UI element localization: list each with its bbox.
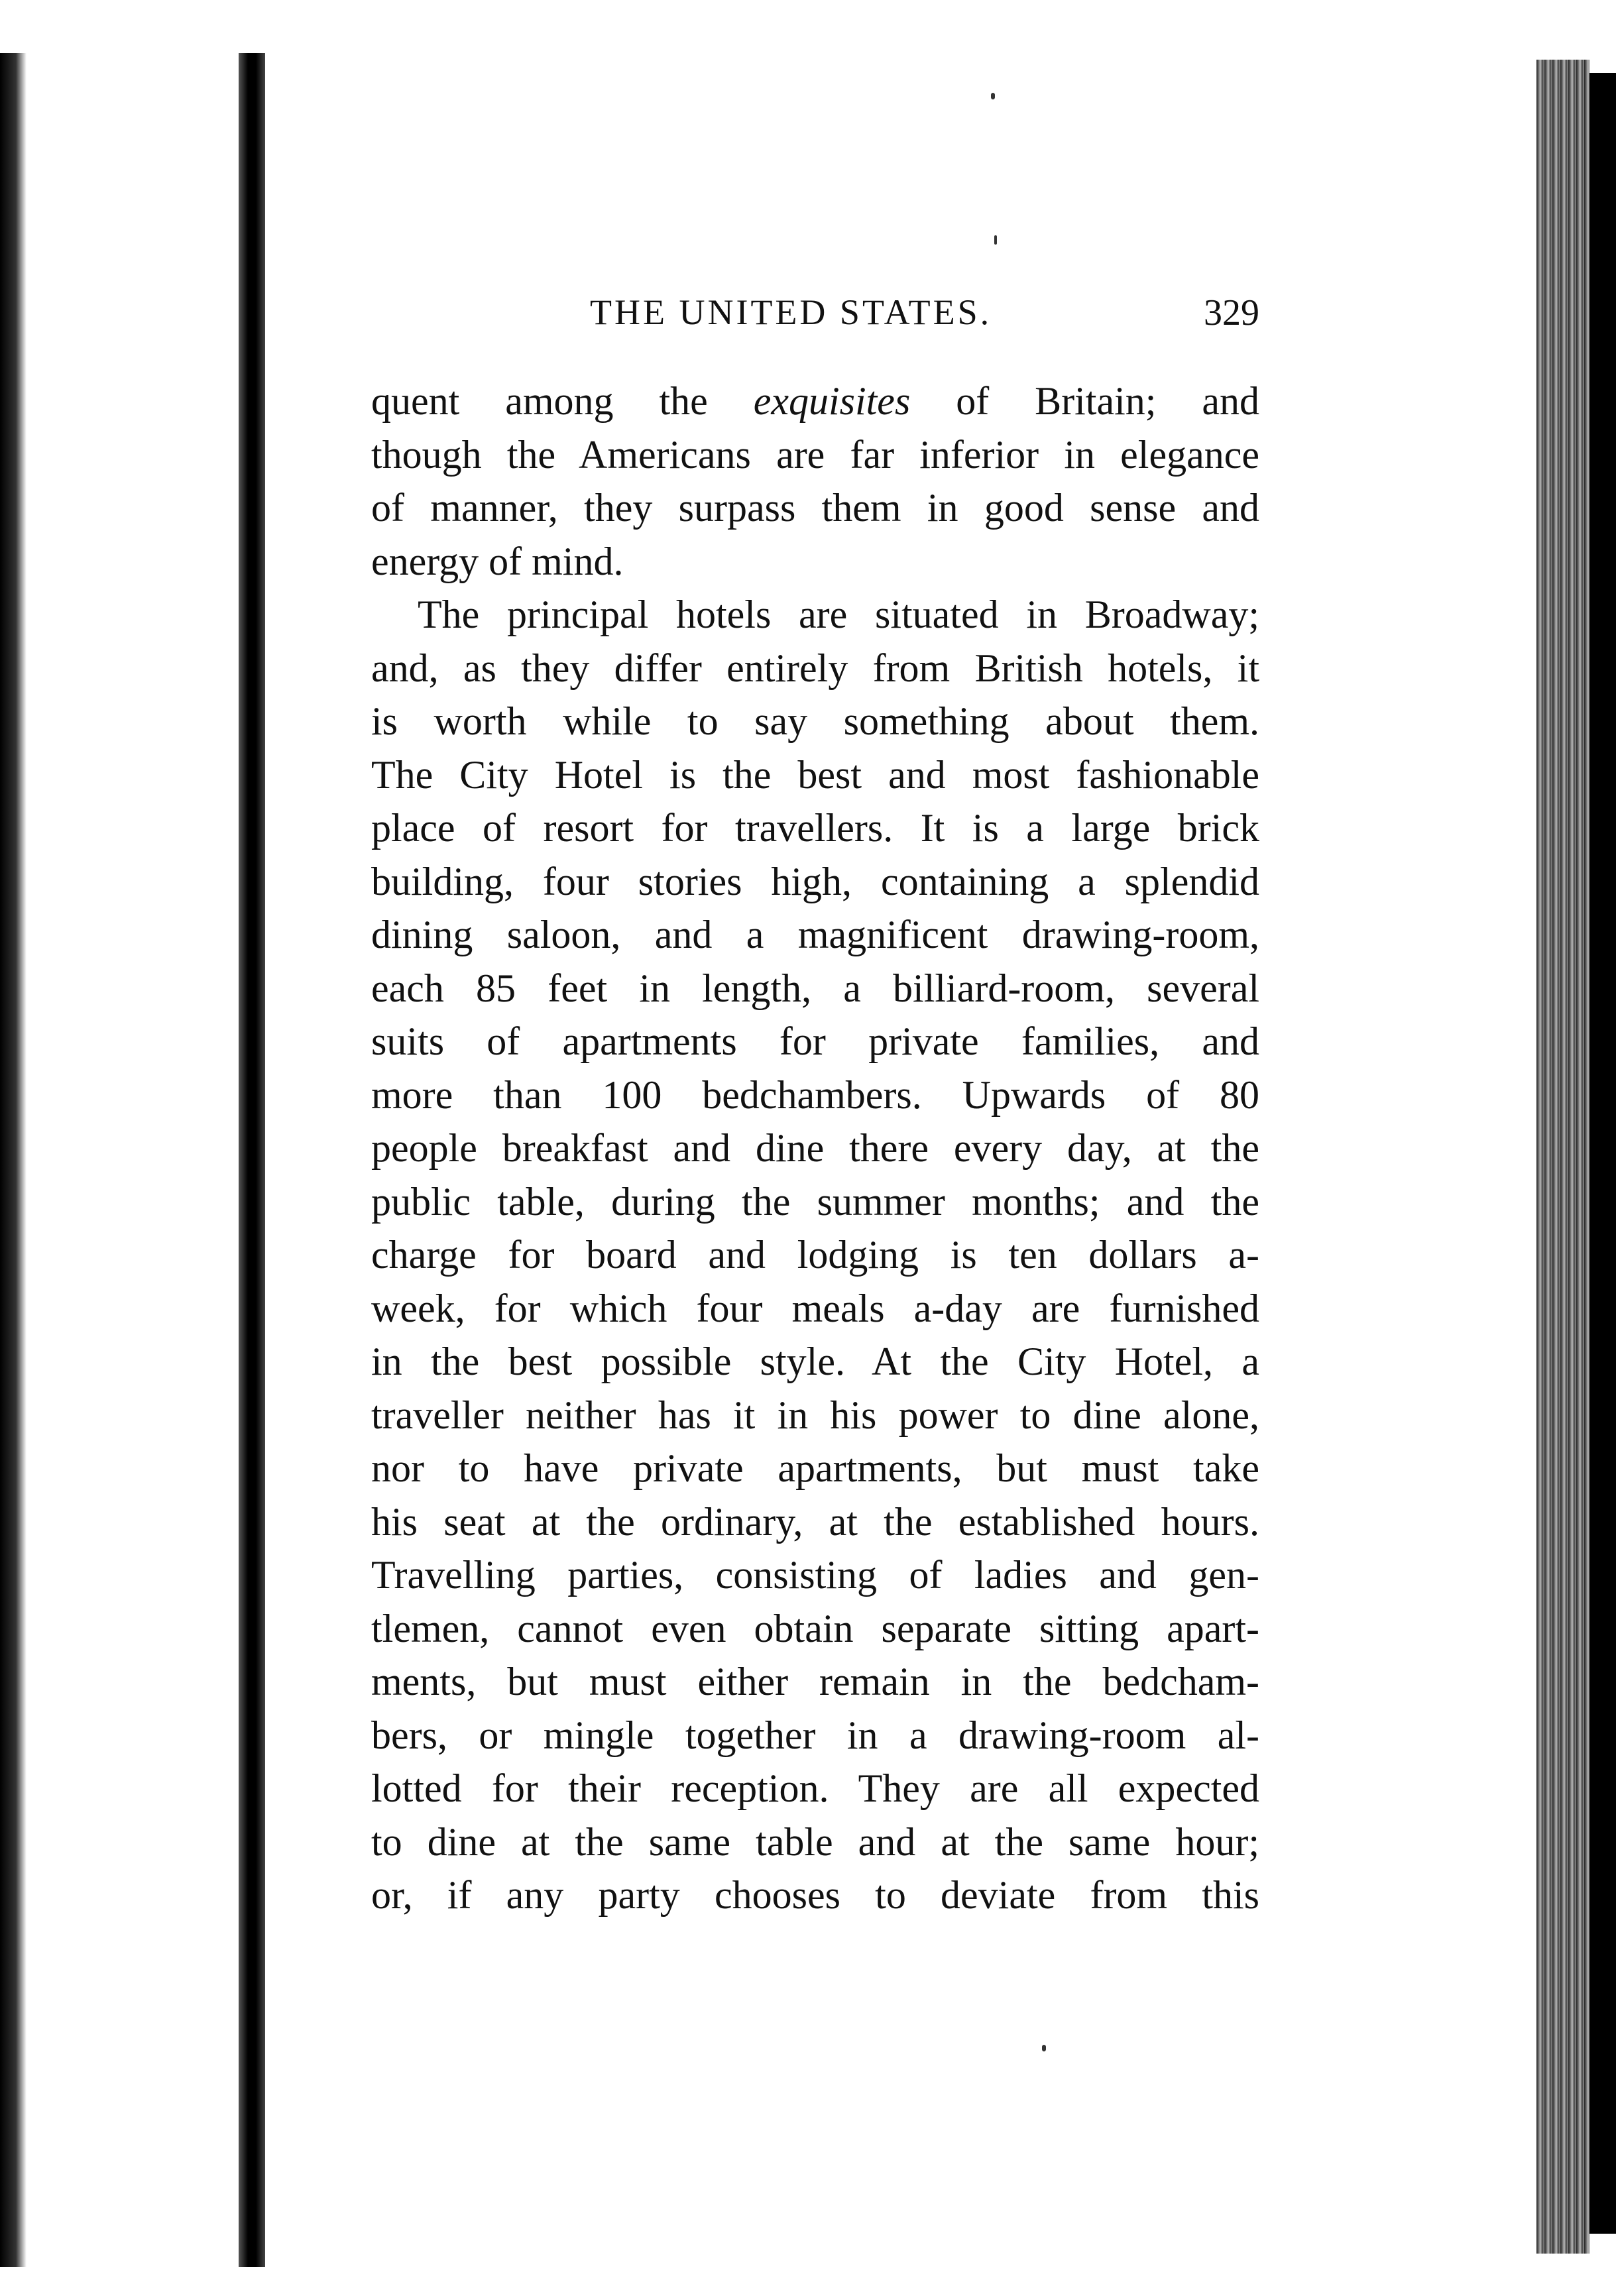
italic-word: exquisites [753,379,911,423]
body-text [371,374,1259,1922]
text-line: public table, during the summer months; and the [371,1179,1259,1224]
text-line: building, four stories high, containing a splendid [371,859,1259,903]
page-edges [1536,60,1589,2254]
text-line: is worth while to say something about them. [371,699,1259,743]
text-line: and, as they differ entirely from British hotels, it [371,646,1259,690]
text-line: or, if any party chooses to deviate from this [371,1873,1259,1917]
speck [991,93,995,99]
text-line: The City Hotel is the best and most fashionable [371,752,1259,797]
book-gutter [239,53,265,2267]
text-line: bers, or mingle together in a drawing-room al- [371,1713,1259,1757]
text-line: to dine at the same table and at the same hour; [371,1819,1259,1864]
text-line: dining saloon, and a magnificent drawing-room, [371,913,1259,956]
text-line: place of resort for travellers. It is a large brick [371,806,1259,850]
left-page-edge [0,53,27,2267]
text-line: suits of apartments for private families, and [371,1019,1259,1063]
text-line: traveller neither has it in his power to dine alone, [371,1393,1259,1437]
left-page [0,53,245,2267]
text-line: in the best possible style. At the City Hotel, a [371,1340,1259,1383]
text-line: though the Americans are far inferior in elegance [371,432,1259,477]
text-line: his seat at the ordinary, at the established hours. [371,1499,1259,1544]
text-line: nor to have private apartments, but must take [371,1446,1259,1490]
text-line: tlemen, cannot even obtain separate sitting apart- [371,1606,1259,1650]
text-line: charge for board and lodging is ten dollars a- [371,1233,1259,1277]
running-head: THE UNITED STATES. [590,292,992,332]
text-line: lotted for their reception. They are all expected [371,1766,1259,1810]
text-line: Travelling parties, consisting of ladies and gen- [371,1553,1259,1597]
text-line: each 85 feet in length, a billiard-room, several [371,966,1259,1010]
text-line: energy of mind. [371,539,624,583]
text-line: people breakfast and dine there every day, at the [371,1126,1259,1170]
page-header [583,292,1266,345]
speck [994,235,997,245]
speck [1042,2045,1046,2051]
text-line: ments, but must either remain in the bedcham- [371,1660,1259,1703]
book-cover-edge [1589,73,1616,2234]
page-number: 329 [1204,292,1259,333]
text-line: week, for which four meals a-day are furnished [371,1286,1259,1330]
text-line: The principal hotels are situated in Broadway; [418,593,1259,636]
text-line: of manner, they surpass them in good sense and [371,486,1259,530]
text-line: more than 100 bedchambers. Upwards of 80 [371,1072,1259,1117]
text-line: quent among the exquisites of Britain; and [371,379,1259,423]
